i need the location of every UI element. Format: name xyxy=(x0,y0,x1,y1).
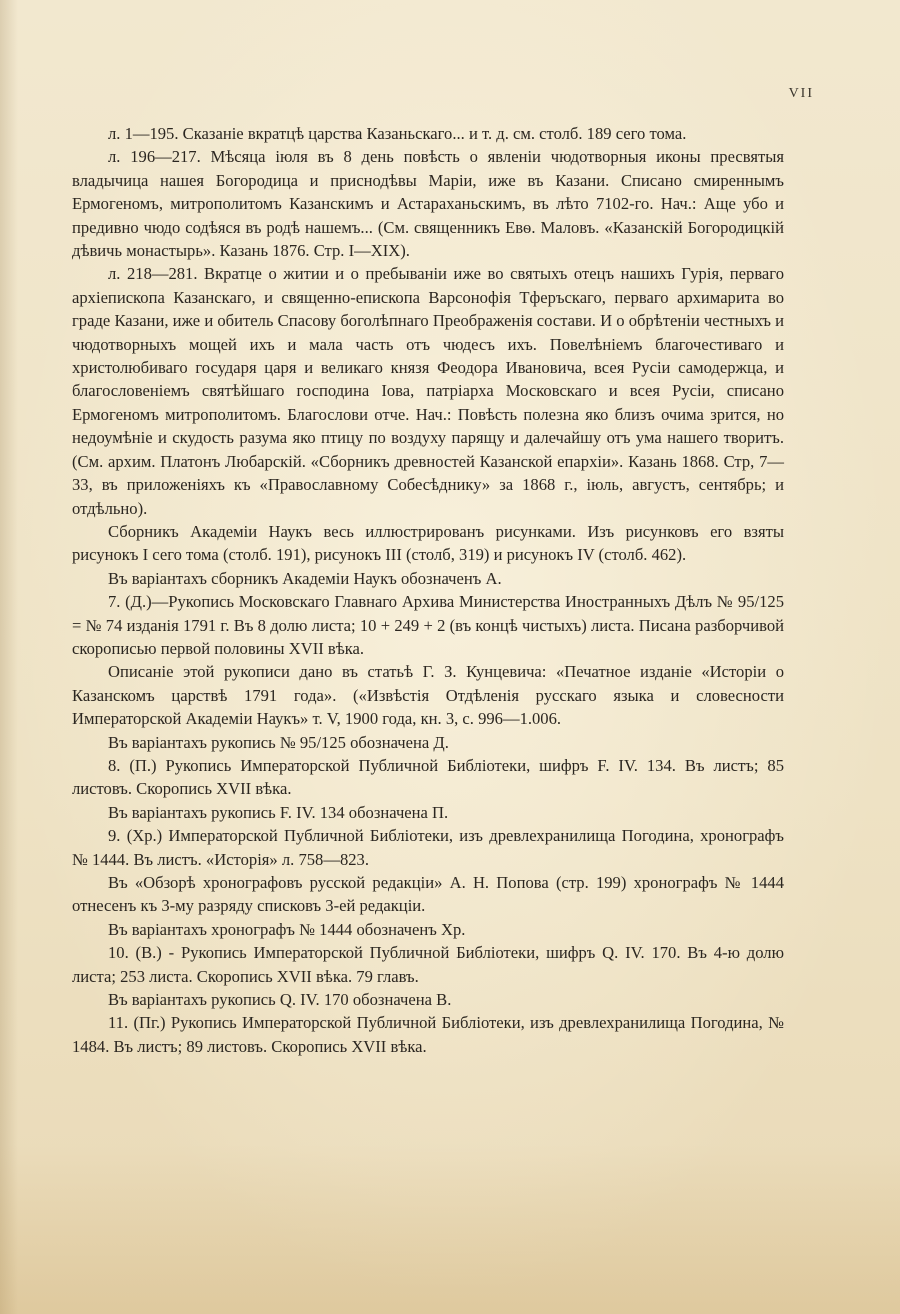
paragraph-manuscript-8: 8. (П.) Рукопись Императорской Публичной Библіотеки, шифръ F. IV. 134. Въ листъ; 85 листовъ. Скоропись XVII вѣка. xyxy=(72,755,784,799)
paragraph-variant-hr: Въ варіантахъ хронографъ № 1444 обозначенъ Хр. xyxy=(108,919,466,939)
paragraph-manuscript-10: 10. (В.) - Рукопись Императорской Публичной Библіотеки, шифръ Q. IV. 170. Въ 4-ю долю листа; 253 листа. Скоропись XVII вѣка. 79 главъ. xyxy=(72,943,784,986)
page-edge-shadow xyxy=(0,0,18,1314)
paragraph-manuscript-7: 7. (Д.)—Рукопись Московскаго Главнаго Архива Министерства Иностранныхъ Дѣлъ № 95/125 = № 74 изданія 1791 г. Въ 8 долю листа; 10 + 249 + 2 (въ концѣ чистыхъ) листа. Писана разборчивой скорописью первой половины XVII вѣка. xyxy=(72,592,784,658)
body-text xyxy=(72,122,784,1058)
paragraph-variant-v: Въ варіантахъ рукопись Q. IV. 170 обозначена В. xyxy=(108,990,452,1010)
paragraph-illustrations: Сборникъ Академіи Наукъ весь иллюстрированъ рисунками. Изъ рисунковъ его взяты рисунокъ I сего тома (столб. 191), рисунокъ III (столб, 319) и рисунокъ IV (столб. 462). xyxy=(72,521,784,565)
paragraph-manuscript-11: 11. (Пг.) Рукопись Императорской Публичной Библіотеки, изъ древлехранилища Погодина, № 1484. Въ листъ; 89 листовъ. Скоропись XVII вѣка. xyxy=(72,1013,784,1056)
paragraph-popov-review: Въ «Обзорѣ хронографовъ русской редакціи» А. Н. Попова (стр. 199) хронографъ № 1444 отнесенъ къ 3-му разряду списковъ 3-ей редакціи. xyxy=(72,873,784,916)
paper-stain xyxy=(0,1144,900,1314)
paragraph-ms-sheets-218-281: л. 218—281. Вкратце о житии и о пребываніи иже во святыхъ отецъ нашихъ Гурія, перваго архіепископа Казанскаго, и священно-епископа Варсонофія Тферъскаго, перваго архимарита во граде Казани, иже и обитель Спасову боголѣпнаго Преображенія состави. И о обрѣтеніи честныхъ и чюдотворныхъ мощей ихъ и мала часть отъ чюдесъ ихъ. Повелѣніемъ благочестиваго и христолюбиваго государя царя и великаго князя Феодора Ивановича, всея Русіи самодержца, и благословеніемъ святѣйшаго господина Іова, патріарха Московскаго и всея Русіи, списано Ермогеномъ митрополитомъ. Благослови отче. Нач.: Повѣсть полезна яко близъ очима зрится, но недоумѣніе и скудость разума яко птицу по воздуху парящу и далечайшу отъ ума нашего творитъ. (См. архим. Платонъ Любарскій. «Сборникъ древностей Казанской епархіи». Казань 1868. Стр, 7—33, въ приложеніяхъ къ «Православному Собесѣднику» за 1868 г., іюль, августъ, сентябрь; и отдѣльно). xyxy=(72,264,784,518)
paragraph-ms-sheets-1-195: л. 1—195. Сказаніе вкратцѣ царства Казаньскаго... и т. д. см. столб. 189 сего тома. xyxy=(108,124,687,143)
paragraph-variant-d: Въ варіантахъ рукопись № 95/125 обозначена Д. xyxy=(108,732,449,752)
paragraph-variant-p: Въ варіантахъ рукопись F. IV. 134 обозначена П. xyxy=(108,802,449,822)
paragraph-manuscript-9: 9. (Хр.) Императорской Публичной Библіотеки, изъ древлехранилища Погодина, хронографъ № 1444. Въ листъ. «Исторія» л. 758—823. xyxy=(72,826,784,869)
page-number: VII xyxy=(788,86,814,101)
paragraph-kuntsevich: Описаніе этой рукописи дано въ статьѣ Г. З. Кунцевича: «Печатное изданіе «Исторіи о Казанскомъ царствѣ 1791 года». («Извѣстія Отдѣленія русскаго языка и словесности Императорской Академіи Наукъ» т. V, 1900 года, кн. 3, с. 996—1.006. xyxy=(72,662,784,729)
paragraph-variant-a: Въ варіантахъ сборникъ Академіи Наукъ обозначенъ А. xyxy=(108,568,502,588)
paragraph-ms-sheets-196-217: л. 196—217. Мѣсяца іюля въ 8 день повѣсть о явленіи чюдотворныя иконы пресвятыя владычица нашея Богородица и приснодѣвы Маріи, иже въ Казани. Списано смиреннымъ Ермогеномъ, митрополитомъ Казанскимъ и Астараханьскимъ, въ лѣто 7102-го. Нач.: Аще убо и предивно чюдо содѣяся въ родѣ нашемъ... (См. священникъ Евѳ. Маловъ. «Казанскій Богородицкій дѣвичь монастырь». Казань 1876. Стр. I—XIX). xyxy=(72,147,784,261)
